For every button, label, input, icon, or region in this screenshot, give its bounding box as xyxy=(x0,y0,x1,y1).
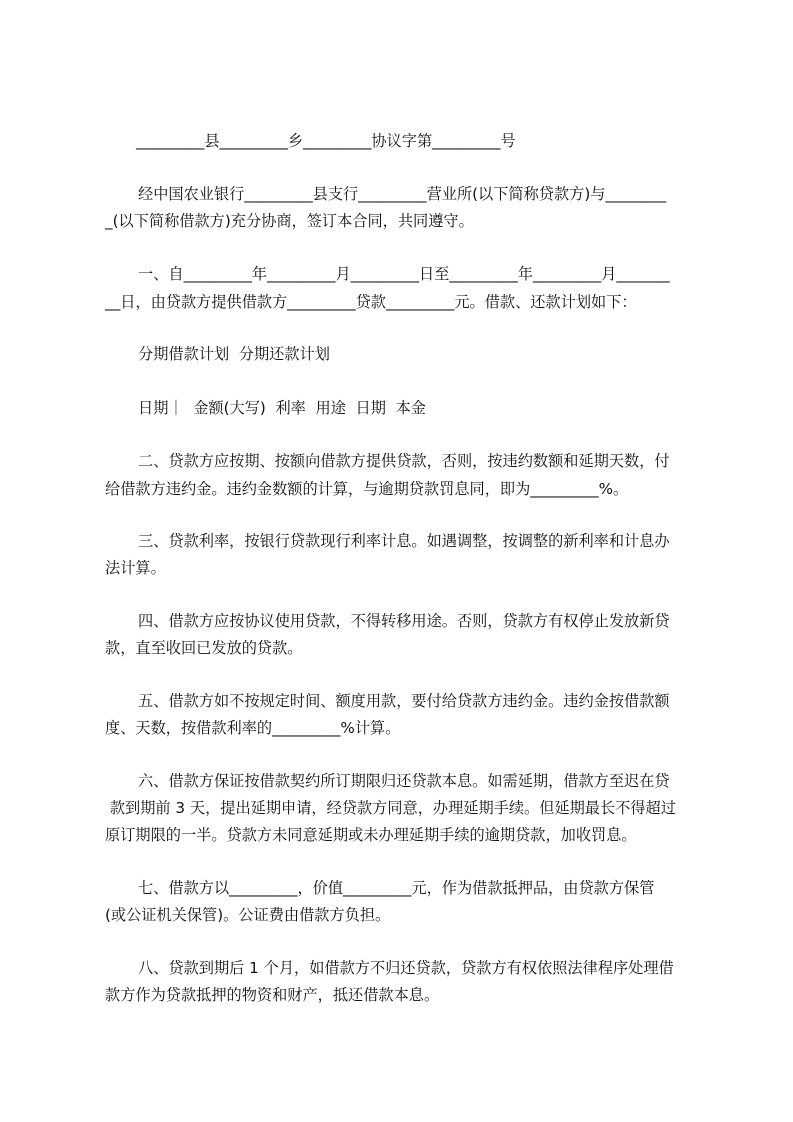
clause-4-line-2: 款，直至收回已发放的贷款。 xyxy=(105,639,303,657)
clause-3-line-1: 三、贷款利率，按银行贷款现行利率计息。如遇调整，按调整的新利率和计息办 xyxy=(138,532,670,550)
header-line: _________县_________乡_________协议字第_________号 xyxy=(136,132,516,150)
clause-6-line-3: 原订期限的一半。贷款方未同意延期或未办理延期手续的逾期贷款，加收罚息。 xyxy=(105,826,637,844)
plan-columns: 日期｜ 金额(大写) 利率 用途 日期 本金 xyxy=(138,399,426,417)
plan-heading: 分期借款计划 分期还款计划 xyxy=(138,345,330,363)
clause-6-line-2: 款到期前 3 天，提出延期申请，经贷款方同意，办理延期手续。但延期最长不得超过 xyxy=(105,799,676,817)
clause-1-line-1: 一、自_________年_________月_________日至_________年_________月_______ xyxy=(138,265,670,283)
clause-4-line-1: 四、借款方应按协议使用贷款，不得转移用途。否则，贷款方有权停止发放新贷 xyxy=(138,612,670,630)
clause-7-line-2: (或公证机关保管)。公证费由借款方负担。 xyxy=(105,906,391,924)
clause-1-line-2: __日，由贷款方提供借款方_________贷款_________元。借款、还款计划如下： xyxy=(105,293,637,311)
preamble-line-2: _(以下简称借款方)充分协商，签订本合同，共同遵守。 xyxy=(105,212,474,230)
clause-2-line-1: 二、贷款方应按期、按额向借款方提供贷款，否则，按违约数额和延期天数，付 xyxy=(138,452,670,470)
preamble-line-1: 经中国农业银行_________县支行_________营业所(以下简称贷款方)与________ xyxy=(138,185,667,203)
clause-2-line-2: 给借款方违约金。违约金数额的计算，与逾期贷款罚息同，即为_________%。 xyxy=(105,480,629,498)
clause-5-line-2: 度、天数，按借款利率的_________%计算。 xyxy=(105,719,401,737)
clause-8-line-1: 八、贷款到期后 1 个月，如借款方不归还贷款，贷款方有权依照法律程序处理借 xyxy=(138,959,674,977)
clause-6-line-1: 六、借款方保证按借款契约所订期限归还贷款本息。如需延期，借款方至迟在贷 xyxy=(138,772,670,790)
clause-3-line-2: 法计算。 xyxy=(105,559,166,577)
clause-8-line-2: 款方作为贷款抵押的物资和财产，抵还借款本息。 xyxy=(105,986,440,1004)
clause-7-line-1: 七、借款方以_________，价值_________元，作为借款抵押品，由贷款方保管 xyxy=(138,879,655,897)
clause-5-line-1: 五、借款方如不按规定时间、额度用款，要付给贷款方违约金。违约金按借款额 xyxy=(138,692,670,710)
